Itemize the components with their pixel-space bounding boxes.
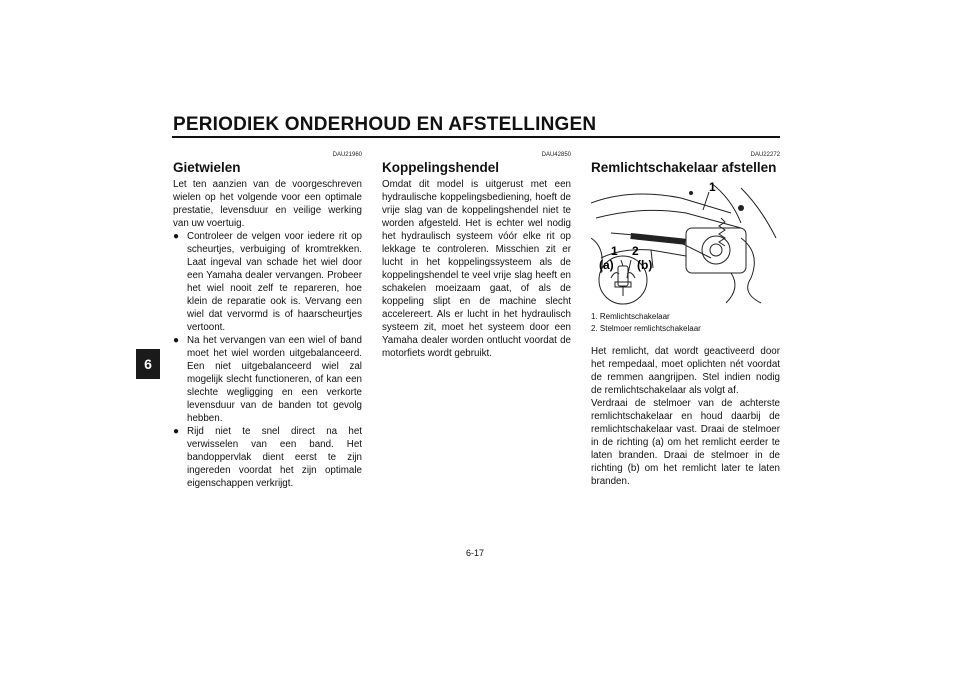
bullet-text: Rijd niet te snel direct na het verwisselen van een band. Het bandoppervlak dient eerst te zijn ingereden voordat het zijn optimale eigenschappen verkrijgt. bbox=[187, 426, 362, 489]
bullet-icon: ● bbox=[173, 335, 180, 346]
section-heading: Koppelingshendel bbox=[382, 160, 500, 175]
section-paragraph: Verdraai de stelmoer van de achterste remlichtschakelaar en houd daarbij de remlichtschakelaar vast. Draai de stelmoer in de richting (a) om het remlicht eerder te laten branden. Draai de stelmoer in de richting (b) om het remlicht later te laten branden. bbox=[591, 398, 780, 487]
section-code: DAU42850 bbox=[541, 152, 571, 158]
chapter-tab: 6 bbox=[136, 349, 160, 379]
section-heading: Remlichtschakelaar afstellen bbox=[591, 160, 777, 175]
bullet-list bbox=[173, 230, 362, 490]
bullet-item bbox=[173, 334, 362, 425]
section-heading: Gietwielen bbox=[173, 160, 241, 175]
page-title: PERIODIEK ONDERHOUD EN AFSTELLINGEN bbox=[173, 114, 597, 135]
bullet-item bbox=[173, 425, 362, 490]
callout-label: 2 bbox=[632, 244, 639, 258]
bullet-item bbox=[173, 230, 362, 334]
bullet-icon: ● bbox=[173, 426, 180, 437]
callout-label: 1 bbox=[709, 180, 716, 194]
section-code: DAU21960 bbox=[332, 152, 362, 158]
legend-item: 2. Stelmoer remlichtschakelaar bbox=[591, 324, 701, 333]
motorcycle-rear-brake-drawing bbox=[591, 178, 780, 308]
section-gietwielen bbox=[173, 151, 362, 490]
section-koppelingshendel bbox=[382, 151, 571, 360]
bullet-icon: ● bbox=[173, 231, 180, 242]
section-intro: Let ten aanzien van de voorgeschreven wielen op het volgende voor een optimale prestatie, levensduur en veilige werking van uw voertuig. bbox=[173, 179, 362, 229]
callout-label: (b) bbox=[637, 258, 653, 272]
header-rule bbox=[172, 136, 780, 138]
legend-item: 1. Remlichtschakelaar bbox=[591, 312, 670, 321]
callout-label: 1 bbox=[611, 244, 618, 258]
section-code: DAU22272 bbox=[750, 152, 780, 158]
figure-legend bbox=[591, 311, 780, 335]
brake-switch-illustration bbox=[591, 178, 780, 308]
page-number: 6-17 bbox=[466, 548, 485, 558]
section-remlichtschakelaar bbox=[591, 151, 780, 488]
bullet-text: Controleer de velgen voor iedere rit op scheurtjes, verbuiging of kromtrekken. Laat ingeval van schade het wiel door een Yamaha dealer vervangen. Probeer het wiel nooit zelf te repareren, hoe klein de reparatie ook is. Vervang een wiel dat vervormd is of haarscheurtjes vertoont. bbox=[187, 231, 362, 333]
section-paragraph: Het remlicht, dat wordt geactiveerd door het rempedaal, moet oplichten nét voordat de remmen aangrijpen. Stel indien nodig de remlichtschakelaar als volgt af. bbox=[591, 346, 780, 396]
callout-label: (a) bbox=[599, 258, 614, 272]
bullet-text: Na het vervangen van een wiel of band moet het wiel worden uitgebalanceerd. Een niet uitgebalanceerd wiel zal mogelijk slecht functioneren, of kan een slechte wegligging en een verkorte levensduur van de banden tot gevolg hebben. bbox=[187, 335, 362, 424]
section-body: Omdat dit model is uitgerust met een hydraulische koppelingsbediening, hoeft de vrije slag van de koppelingshendel niet te worden afgesteld. Het is echter wel nodig het hydraulisch systeem vóór elke rit op lekkage te controleren. Misschien zit er lucht in het koppelingssysteem als de koppelingshendel te veel vrije slag heeft en schakelen moeizaam gaat, of als de koppeling slipt en de machine slecht accelereert. Als er lucht in het hydraulisch systeem zit, moet het systeem door een Yamaha dealer worden ontlucht voordat de motorfiets wordt gebruikt. bbox=[382, 179, 571, 359]
